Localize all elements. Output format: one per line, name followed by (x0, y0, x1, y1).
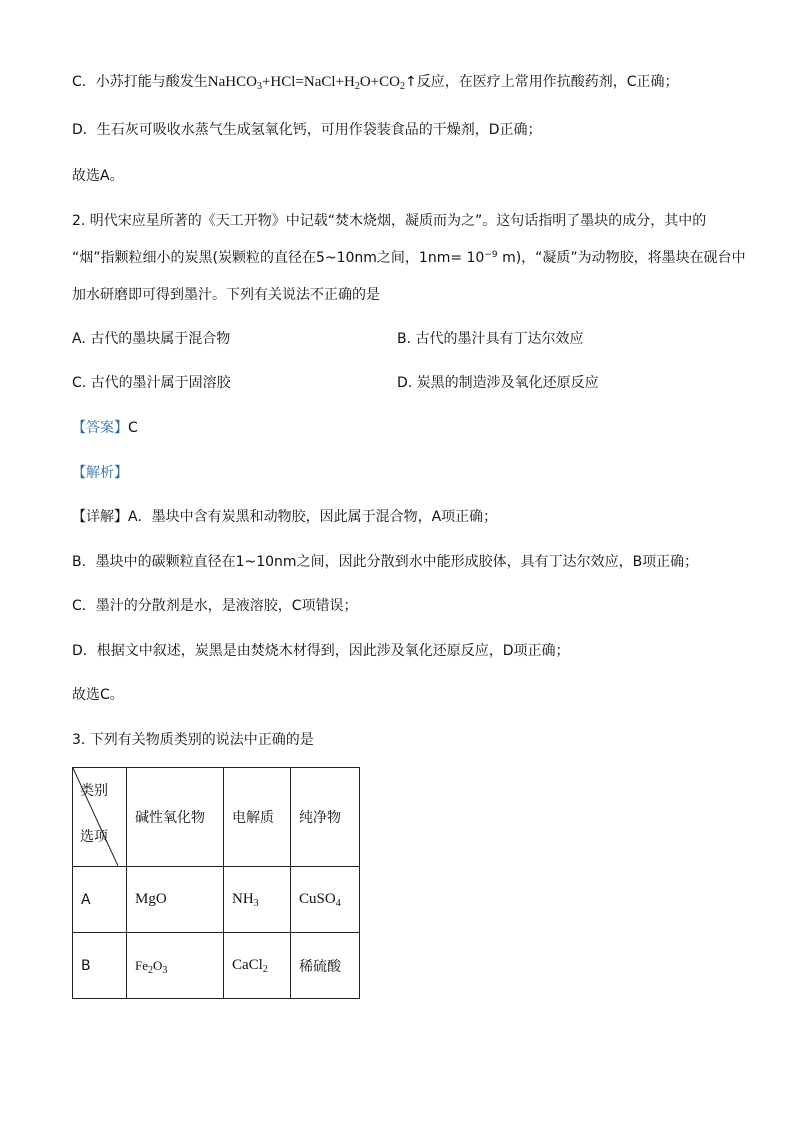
header-pure-substance: 纯净物 (291, 768, 360, 867)
q2-option-d: D. 炭黑的制造涉及氧化还原反应 (397, 375, 599, 391)
detail-d: D．根据文中叙述，炭黑是由焚烧木材得到，因此涉及氧化还原反应，D项正确； (72, 643, 570, 659)
detail-tag: 【详解】 (72, 509, 128, 525)
option-d-explanation: D．生石灰可吸收水蒸气生成氢氧化钙，可用作袋装食品的干燥剂，D正确； (72, 122, 542, 138)
q2-option-a: A. 古代的墨块属于混合物 (72, 331, 231, 347)
detail-c: C．墨汁的分散剂是水，是液溶胶，C项错误； (72, 598, 358, 614)
table-row (73, 867, 360, 933)
header-electrolyte: 电解质 (224, 768, 291, 867)
q2-stem-line1: 2. 明代宋应星所著的《天工开物》中记载“焚木烧烟，凝质而为之”。这句话指明了墨块的成分，其中的 (72, 213, 707, 229)
q2-stem-line2: “烟”指颗粒细小的炭黑(炭颗粒的直径在5~10nm之间，$1nm= 10^{-9}$ m)，“凝质”为动物胶，将墨块在砚台中 (72, 250, 746, 266)
header-basic-oxide: 碱性氧化物 (127, 768, 224, 867)
answer-tag: 【答案】 (72, 420, 128, 436)
table-row (73, 933, 360, 999)
detail-b: B．墨块中的碳颗粒直径在1~10nm之间，因此分散到水中能形成胶体，具有丁达尔效应，B项正确； (72, 554, 699, 570)
choose-c: 故选C。 (72, 687, 124, 703)
cell-b-basic-oxide: $Fe_2O_3$ (127, 933, 224, 999)
analysis-tag: 【解析】 (72, 465, 128, 481)
cell-a-electrolyte: $NH_3$ (224, 867, 291, 933)
q3-stem: 3. 下列有关物质类别的说法中正确的是 (72, 732, 314, 748)
chemical-equation: $NaHCO_3+HCl=NaCl+H_2O+CO_2$ (207, 74, 405, 92)
q2-stem-line3: 加水研磨即可得到墨汁。下列有关说法不正确的是 (72, 287, 380, 303)
substance-category-table (72, 767, 360, 999)
option-c-explanation: C．小苏打能与酸发生$NaHCO_3+HCl=NaCl+H_2O+CO_2↑$反应，在医疗上常用作抗酸药剂，C正确； (72, 74, 679, 92)
corner-category-label: 类别 (80, 783, 108, 799)
choose-a: 故选A。 (72, 168, 124, 184)
answer-value: C (128, 420, 138, 436)
q2-option-c: C. 古代的墨汁属于固溶胶 (72, 375, 231, 391)
cell-b-electrolyte: CaCl$_2$ (224, 933, 291, 999)
cell-b-pure-substance: 稀硫酸 (291, 933, 360, 999)
answer-line (72, 418, 138, 438)
corner-option-label: 选项 (80, 829, 108, 845)
cell-a-basic-oxide: MgO (127, 867, 224, 933)
cell-a-pure-substance: CuSO$_4$ (291, 867, 360, 933)
gas-arrow: ↑ (404, 74, 417, 90)
table-corner-cell (73, 768, 127, 867)
q2-option-b: B. 古代的墨汁具有丁达尔效应 (397, 331, 584, 347)
detail-a: 【详解】A．墨块中含有炭黑和动物胶，因此属于混合物，A项正确； (72, 509, 498, 525)
row-label-b: B (73, 933, 127, 999)
row-label-a: A (73, 867, 127, 933)
